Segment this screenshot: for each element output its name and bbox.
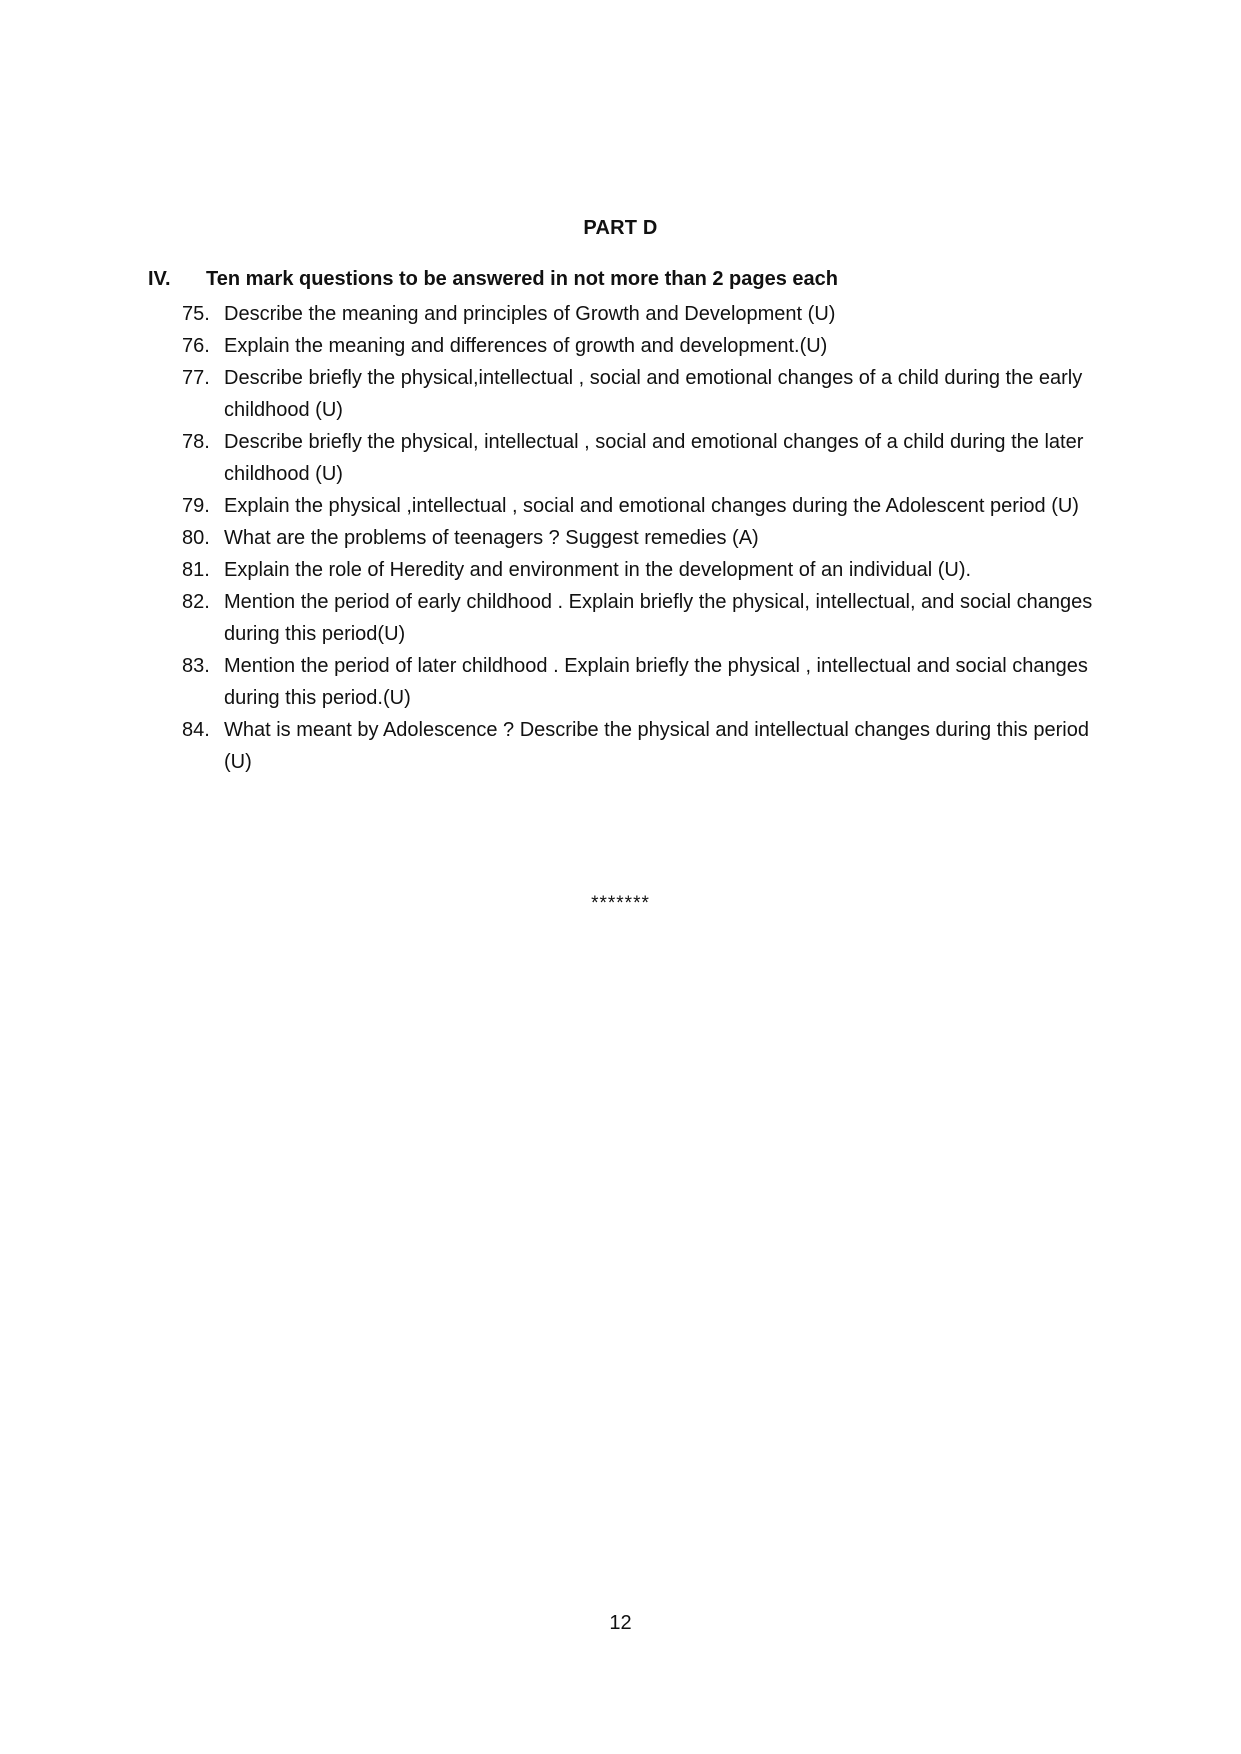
question-text: Explain the physical ,intellectual , social and emotional changes during the Adolescent period (U) <box>224 495 1079 517</box>
question-number: 84. <box>182 719 210 741</box>
question-item <box>182 362 1112 426</box>
question-number: 82. <box>182 591 210 613</box>
question-text: What is meant by Adolescence ? Describe the physical and intellectual changes during this period (U) <box>224 719 1089 773</box>
question-text: What are the problems of teenagers ? Suggest remedies (A) <box>224 527 759 549</box>
question-item <box>182 714 1112 778</box>
question-item <box>182 522 1112 554</box>
question-text: Mention the period of early childhood . Explain briefly the physical, intellectual, and social changes during this period(U) <box>224 591 1093 645</box>
question-text: Describe briefly the physical,intellectual , social and emotional changes of a child during the early childhood (U) <box>224 367 1083 421</box>
section-heading-text: Ten mark questions to be answered in not more than 2 pages each <box>206 268 839 290</box>
question-item <box>182 554 1112 586</box>
section-heading <box>148 268 838 291</box>
question-list <box>182 298 1112 778</box>
section-roman-numeral: IV. <box>148 268 171 290</box>
question-item <box>182 298 1112 330</box>
question-text: Describe briefly the physical, intellectual , social and emotional changes of a child during the later childhood (U) <box>224 431 1084 485</box>
question-item <box>182 330 1112 362</box>
question-number: 80. <box>182 527 210 549</box>
question-number: 79. <box>182 495 210 517</box>
question-number: 83. <box>182 655 210 677</box>
question-item <box>182 490 1112 522</box>
question-text: Mention the period of later childhood . Explain briefly the physical , intellectual and social changes during this period.(U) <box>224 655 1088 709</box>
question-item <box>182 426 1112 490</box>
page-number: 12 <box>609 1612 632 1634</box>
question-number: 81. <box>182 559 210 581</box>
question-text: Explain the meaning and differences of growth and development.(U) <box>224 335 828 357</box>
question-number: 77. <box>182 367 210 389</box>
question-number: 78. <box>182 431 210 453</box>
question-item <box>182 650 1112 714</box>
question-number: 76. <box>182 335 210 357</box>
question-text: Explain the role of Heredity and environment in the development of an individual (U). <box>224 559 972 581</box>
part-title: PART D <box>583 217 658 239</box>
question-item <box>182 586 1112 650</box>
question-text: Describe the meaning and principles of Growth and Development (U) <box>224 303 836 325</box>
question-number: 75. <box>182 303 210 325</box>
end-marker: ******* <box>591 893 650 914</box>
